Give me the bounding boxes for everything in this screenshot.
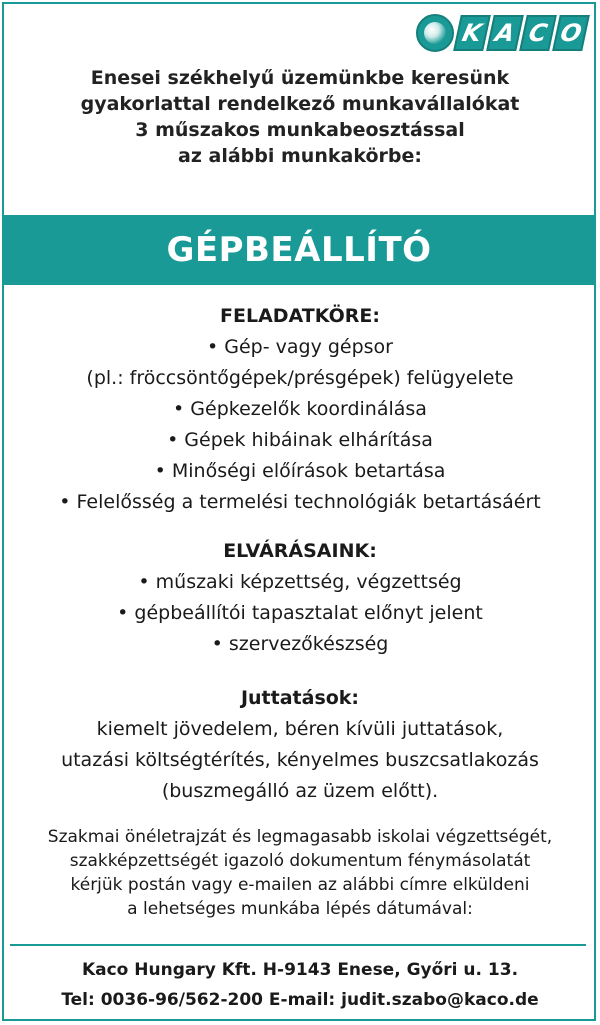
job-title-banner: GÉPBEÁLLÍTÓ [2,215,596,285]
contact-phone-email: Tel: 0036-96/562-200 E-mail: judit.szabo@kaco.de [61,990,539,1010]
requirement-item: • gépbeállítói tapasztalat előnyt jelent [117,602,483,624]
duty-item: • Gépkezelők koordinálása [173,398,427,420]
kaco-logo-mark-icon [416,14,454,52]
requirements-heading: ELVÁRÁSAINK: [223,540,377,562]
duties-section [0,301,600,518]
application-line: szakképzettségét igazoló dokumentum fénymásolatát [69,851,531,871]
divider [10,944,586,946]
logo-letter: O [552,15,590,51]
intro-text [0,65,600,169]
intro-line: gyakorlattal rendelkező munkavállalókat [80,93,520,115]
application-line: kérjük postán vagy e-mailen az alábbi címre elküldeni [70,875,530,895]
requirement-item: • műszaki képzettség, végzettség [138,571,462,593]
duty-item: • Gép- vagy gépsor [207,336,393,358]
intro-line: az alábbi munkakörbe: [178,145,422,167]
intro-line: Enesei székhelyű üzemünkbe keresünk [90,67,510,89]
kaco-logo [416,14,586,52]
requirements-section [0,536,600,660]
benefit-line: (buszmegálló az üzem előtt). [161,780,439,802]
application-instructions [0,825,600,921]
benefits-heading: Juttatások: [240,687,360,709]
duty-item: (pl.: fröccsöntőgépek/présgépek) felügyelete [86,367,514,389]
intro-line: 3 műszakos munkabeosztással [135,119,465,141]
application-line: Szakmai önéletrajzát és legmagasabb iskolai végzettségét, [47,827,553,847]
duty-item: • Felelősség a termelési technológiák betartásáért [59,491,541,513]
requirement-item: • szervezőkészség [211,633,389,655]
benefits-section [0,683,600,807]
logo-letter: A [486,15,524,51]
duty-item: • Minőségi előírások betartása [154,460,446,482]
duty-item: • Gépek hibáinak elhárítása [167,429,433,451]
logo-letter: K [453,15,491,51]
duties-heading: FELADATKÖRE: [220,305,380,327]
contact-address: Kaco Hungary Kft. H-9143 Enese, Győri u. 13. [81,960,519,980]
application-line: a lehetséges munkába lépés dátumával: [127,899,473,919]
benefit-line: kiemelt jövedelem, béren kívüli juttatások, [96,718,504,740]
benefit-line: utazási költségtérítés, kényelmes buszcsatlakozás [61,749,539,771]
contact-footer [0,955,600,1015]
logo-letter: C [519,15,557,51]
